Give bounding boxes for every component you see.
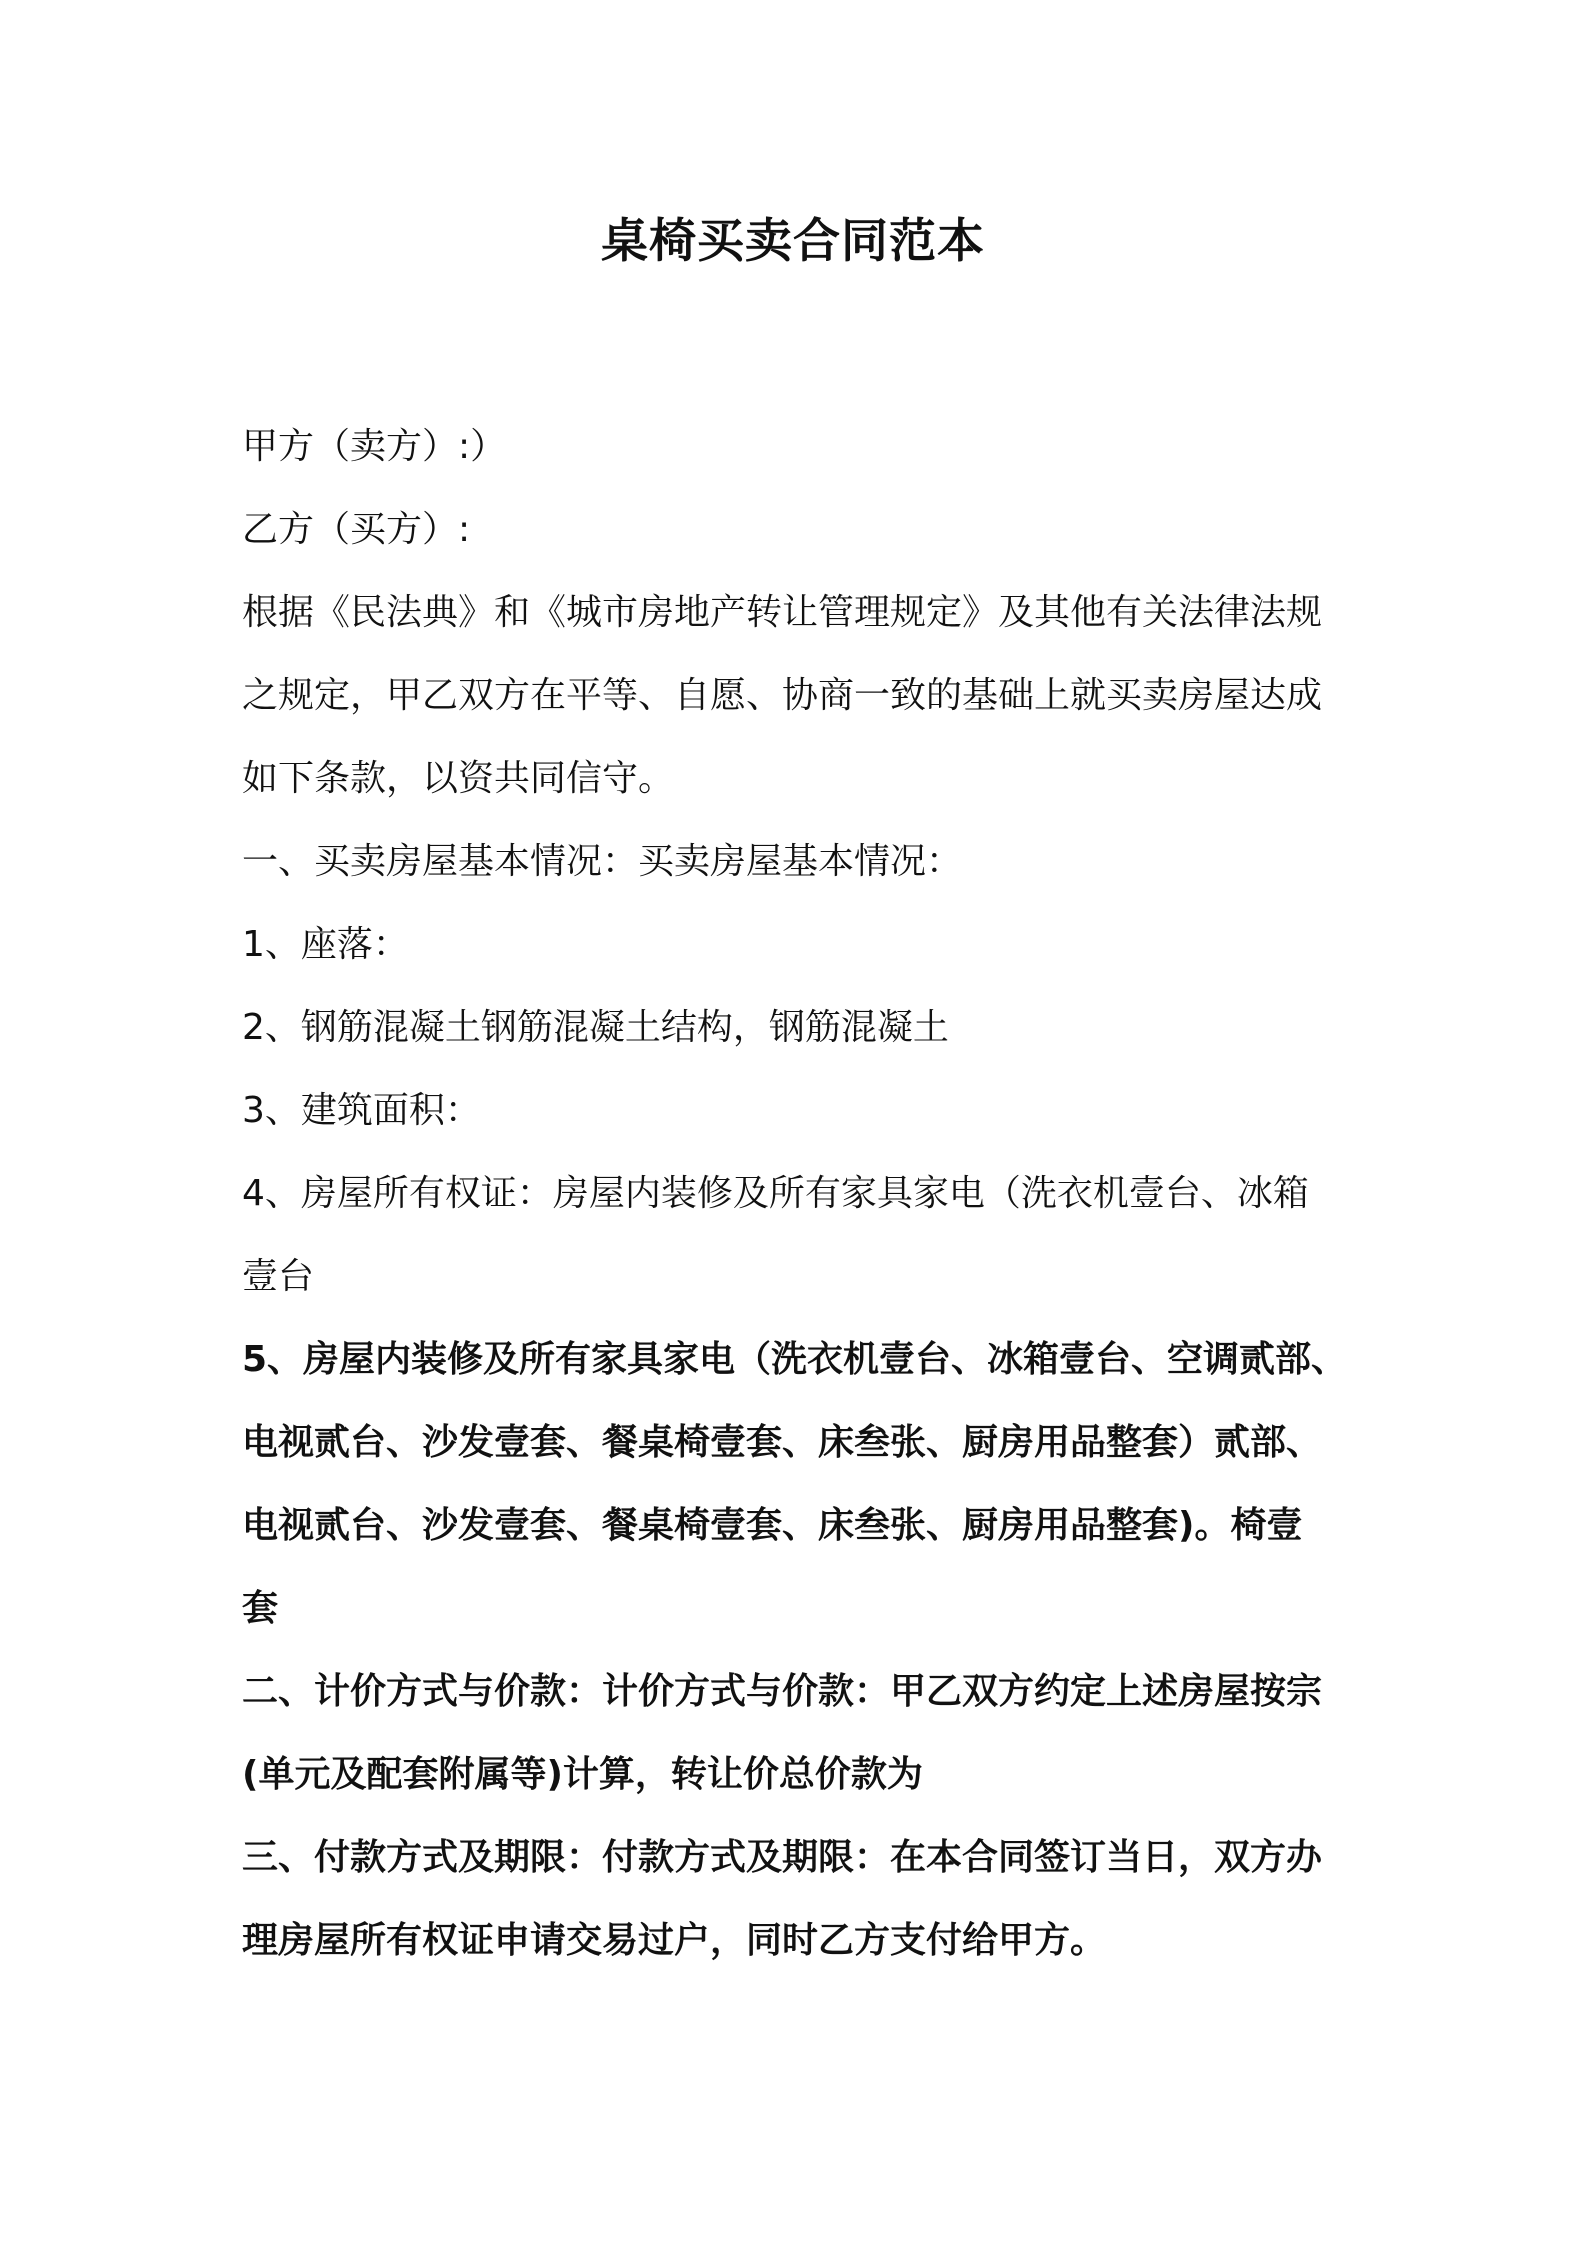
party-a-line: 甲方（卖方）:） <box>242 426 507 467</box>
item-1-location: 1、座落： <box>242 924 409 965</box>
item-3-area: 3、建筑面积： <box>242 1090 481 1131</box>
intro-paragraph: 根据《民法典》和《城市房地产转让管理规定》及其他有关法律法规 之规定，甲乙双方在平等、自愿、协商一致的基础上就买卖房屋达成 如下条款，以资共同信守。 <box>242 592 1323 799</box>
party-b-line: 乙方（买方）: <box>242 509 471 550</box>
item-2-structure: 2、钢筋混凝土钢筋混凝土结构，钢筋混凝土 <box>242 1007 949 1048</box>
section-3-payment: 三、付款方式及期限：付款方式及期限：在本合同签订当日，双方办 理房屋所有权证申请交易过户，同时乙方支付给甲方。 <box>242 1837 1323 1961</box>
document-title: 桌椅买卖合同范本 <box>601 214 985 269</box>
item-4-certificate: 4、房屋所有权证：房屋内装修及所有家具家电（洗衣机壹台、冰箱 壹台 <box>242 1173 1309 1297</box>
section-1-heading: 一、买卖房屋基本情况：买卖房屋基本情况： <box>242 841 963 882</box>
section-2-pricing: 二、计价方式与价款：计价方式与价款：甲乙双方约定上述房屋按宗 (单元及配套附属等)计算，转让价总价款为 <box>242 1671 1323 1795</box>
document-body <box>242 405 1362 1982</box>
item-5-furnishings: 5、房屋内装修及所有家具家电（洗衣机壹台、冰箱壹台、空调贰部、 电视贰台、沙发壹套、餐桌椅壹套、床叁张、厨房用品整套）贰部、 电视贰台、沙发壹套、餐桌椅壹套、床叁张、厨房用品整套)。椅壹 套 <box>242 1339 1348 1629</box>
